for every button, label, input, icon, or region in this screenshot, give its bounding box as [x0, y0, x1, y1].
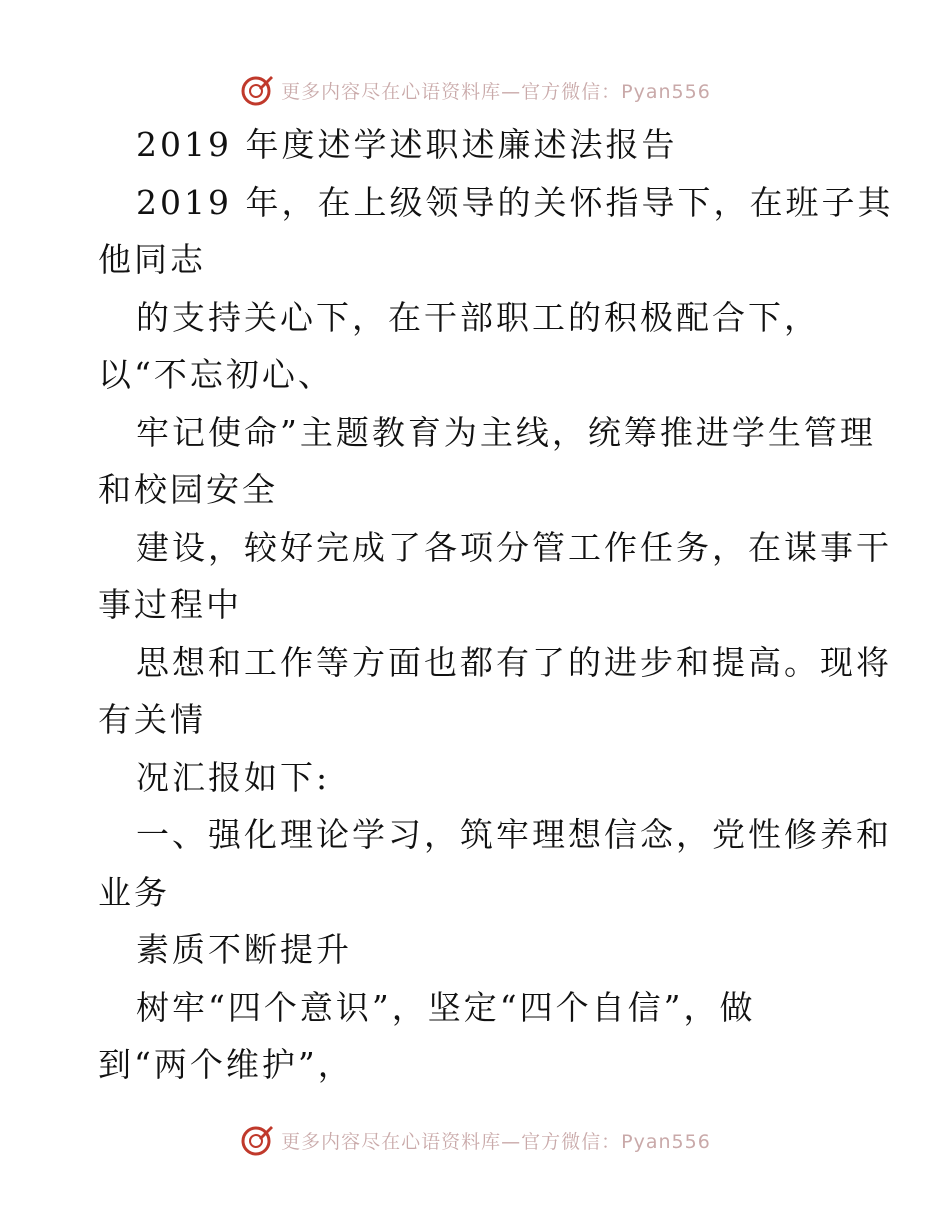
pen-circle-logo-icon	[239, 1122, 275, 1158]
paragraph-line: 树牢“四个意识”，坚定“四个自信”，做	[136, 987, 756, 1027]
header-watermark	[0, 68, 950, 112]
paragraph-line: 以“不忘初心、	[98, 355, 334, 394]
paragraph-line: 的支持关心下，在干部职工的积极配合下，	[136, 297, 820, 337]
paragraph-line: 2019 年度述学述职述廉述法报告	[136, 125, 678, 164]
paragraph-line: 到“两个维护”，	[98, 1045, 354, 1084]
paragraph-line: 建设，较好完成了各项分管工作任务，在谋事干	[136, 527, 892, 567]
pen-circle-logo-icon	[239, 72, 275, 108]
paragraph-line: 有关情	[98, 700, 206, 739]
watermark-text: 更多内容尽在心语资料库—官方微信：Pyan556	[281, 80, 711, 103]
paragraph-line: 2019 年，在上级领导的关怀指导下，在班子其	[136, 182, 894, 222]
paragraph-line: 牢记使命”主题教育为主线，统筹推进学生管理	[136, 412, 876, 452]
watermark-text: 更多内容尽在心语资料库—官方微信：Pyan556	[281, 1130, 711, 1153]
footer-watermark	[0, 1118, 950, 1162]
paragraph-line: 素质不断提升	[136, 930, 352, 969]
document-body	[98, 116, 894, 1094]
paragraph-line: 和校园安全	[98, 470, 278, 509]
paragraph-line: 事过程中	[98, 585, 242, 624]
paragraph-line: 一、强化理论学习，筑牢理想信念，党性修养和	[136, 815, 892, 854]
paragraph-line: 业务	[98, 872, 170, 912]
paragraph-line: 他同志	[98, 240, 206, 279]
paragraph-line: 况汇报如下:	[136, 757, 331, 797]
paragraph-line: 思想和工作等方面也都有了的进步和提高。现将	[136, 642, 892, 682]
